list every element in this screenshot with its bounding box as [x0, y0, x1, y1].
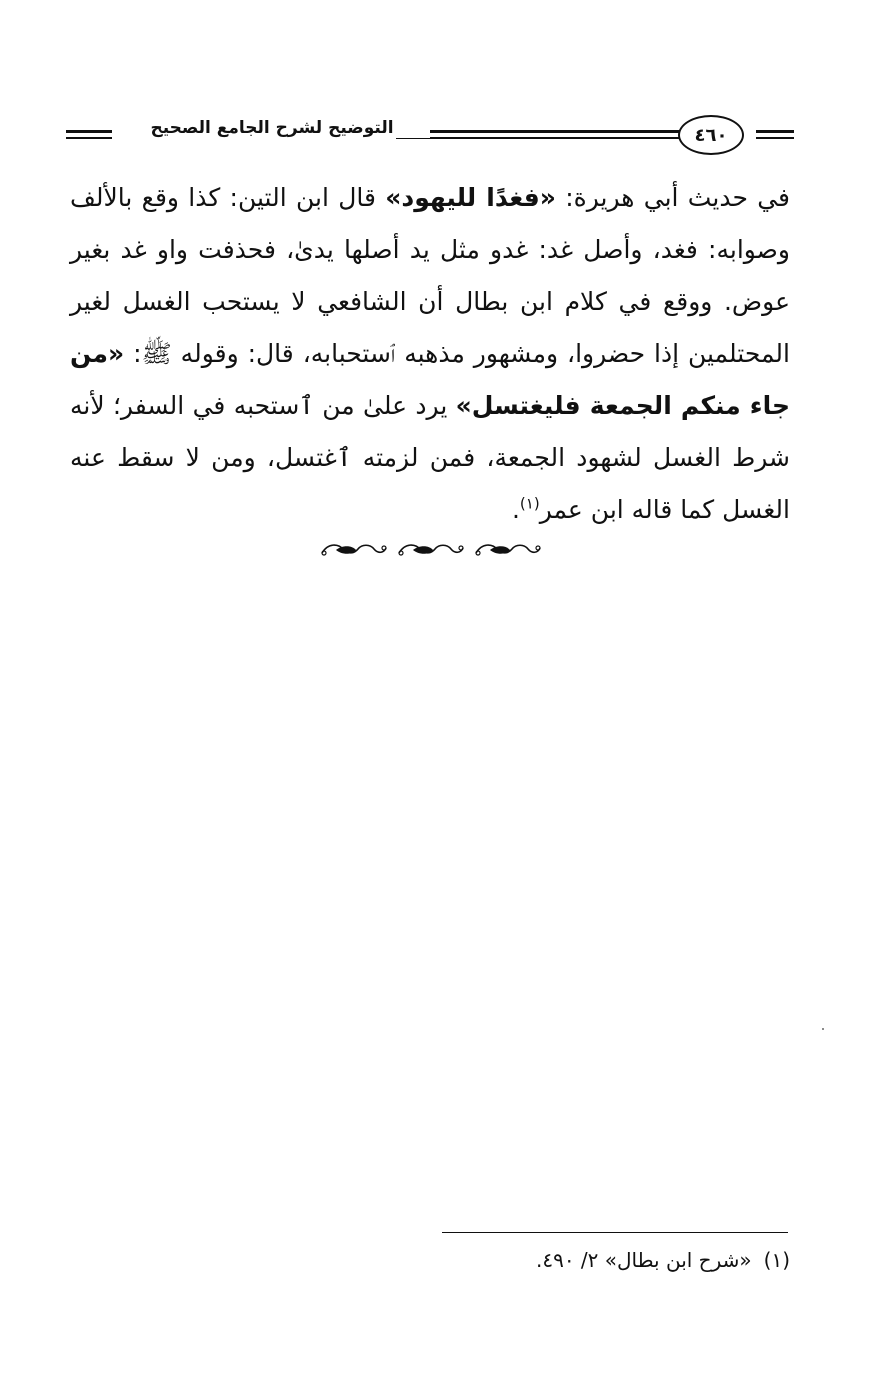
hadith-quote: «فغدًا لليهود» [385, 183, 556, 212]
header-rule-mid-top [396, 130, 686, 133]
header-rule-mid-bottom [396, 137, 686, 139]
main-text [70, 172, 790, 536]
ornament-flourish-icon [395, 539, 467, 561]
footnote-reference: (١) [519, 494, 540, 513]
text-run: . [511, 495, 520, 524]
footnote-separator [442, 1232, 788, 1233]
page-number-frame [678, 114, 794, 156]
running-title: التوضيح لشرح الجامع الصحيح [114, 118, 430, 138]
header-rule-left-bottom [66, 137, 112, 139]
section-ornament [318, 538, 544, 562]
page-header [66, 110, 794, 160]
footnote-number: (١) [763, 1248, 790, 1272]
footnote [300, 1248, 790, 1272]
ornament-flourish-icon [318, 539, 390, 561]
ornament-flourish-icon [472, 539, 544, 561]
paragraph [70, 172, 790, 536]
text-run: في حديث أبي هريرة: [555, 183, 790, 212]
text-run: يرد علىٰ من ٱستحبه في السفر؛ لأنه شرط الغسل لشهود الجمعة، فمن لزمته ٱغتسل، ومن لا سقط عنه الغسل كما قاله ابن عمر [70, 391, 790, 524]
footnote-text: «شرح ابن بطال» ٢/ ٤٩٠. [535, 1248, 752, 1272]
page-number: ٤٦٠ [678, 115, 744, 155]
header-rule-left-top [66, 130, 112, 133]
scan-speck [822, 1028, 824, 1030]
text-run: قال ابن التين: كذا وقع بالألف وصوابه: فغد، وأصل غد: غدو مثل يد أصلها يدىٰ، فحذفت واو غد بغير عوض. ووقع في كلام ابن بطال أن الشافعي لا يستحب الغسل لغير المحتلمين إذا حضروا، ومشهور مذهبه ٱستحبابه، قال: وقوله ﷺ: [70, 183, 790, 368]
hadith-quote: «من جاء منكم الجمعة فليغتسل» [70, 339, 790, 420]
